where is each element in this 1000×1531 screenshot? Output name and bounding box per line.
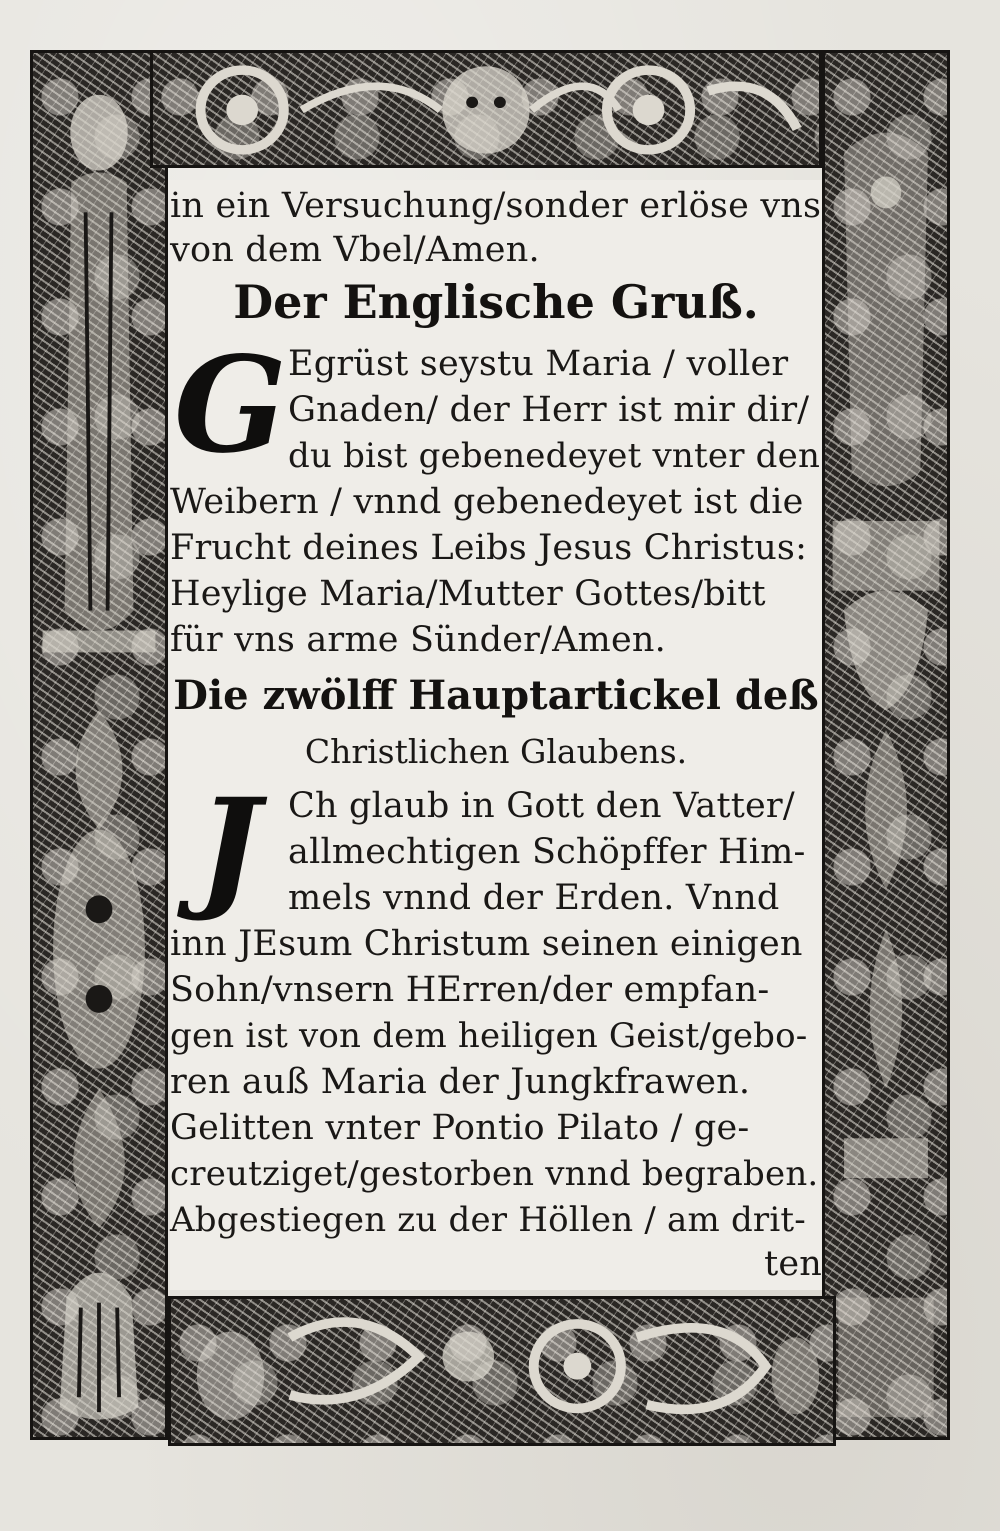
figure-and-vase-ornament (33, 53, 165, 1437)
text-line: Egrüst seystu Maria / voller (288, 344, 789, 384)
text-line: für vns arme Sünder/Amen. (170, 620, 666, 660)
catchword: ten (764, 1244, 822, 1284)
text-line: allmechtigen Schöpffer Him- (288, 832, 806, 872)
text-line: Weibern / vnnd gebenedeyet ist die (170, 482, 804, 522)
column-and-urn-ornament (825, 53, 947, 1437)
decorated-initial-g: G (174, 328, 287, 483)
woodcut-border-bottom (168, 1296, 836, 1446)
text-line: Heylige Maria/Mutter Gottes/bitt (170, 574, 766, 614)
scroll-and-mask-ornament (153, 53, 819, 165)
heading-hauptartickel: Die zwölff Hauptartickel deß (173, 672, 819, 719)
text-line: von dem Vbel/Amen. (170, 230, 540, 270)
woodcut-border-left (30, 50, 168, 1440)
text-line: creutziget/gestorben vnnd begraben. (170, 1154, 819, 1194)
text-line: Sohn/vnsern HErren/der empfan- (170, 970, 770, 1010)
text-line: inn JEsum Christum seinen einigen (170, 924, 803, 964)
woodcut-border-right (822, 50, 950, 1440)
text-line: gen ist von dem heiligen Geist/gebo- (170, 1016, 808, 1056)
text-block (170, 180, 822, 1290)
text-line: ren auß Maria der Jungkfrawen. (170, 1062, 751, 1102)
text-line: Gnaden/ der Herr ist mir dir/ (288, 390, 810, 430)
text-line: Ch glaub in Gott den Vatter/ (288, 786, 795, 826)
text-line: Gelitten vnter Pontio Pilato / ge- (170, 1108, 750, 1148)
text-line: Frucht deines Leibs Jesus Christus: (170, 528, 808, 568)
text-line: du bist gebenedeyet vnter den (288, 436, 821, 476)
vine-and-rosette-ornament (171, 1299, 833, 1443)
text-line: in ein Versuchung/sonder erlöse vns (170, 186, 822, 226)
text-line: mels vnnd der Erden. Vnnd (288, 878, 780, 918)
heading-englische-gruss: Der Englische Gruß. (233, 275, 759, 329)
woodcut-border-top (150, 50, 822, 168)
text-line: Abgestiegen zu der Höllen / am drit- (170, 1200, 806, 1240)
subheading-christlichen-glaubens: Christlichen Glaubens. (304, 732, 688, 771)
decorated-initial-j: J (197, 770, 261, 925)
